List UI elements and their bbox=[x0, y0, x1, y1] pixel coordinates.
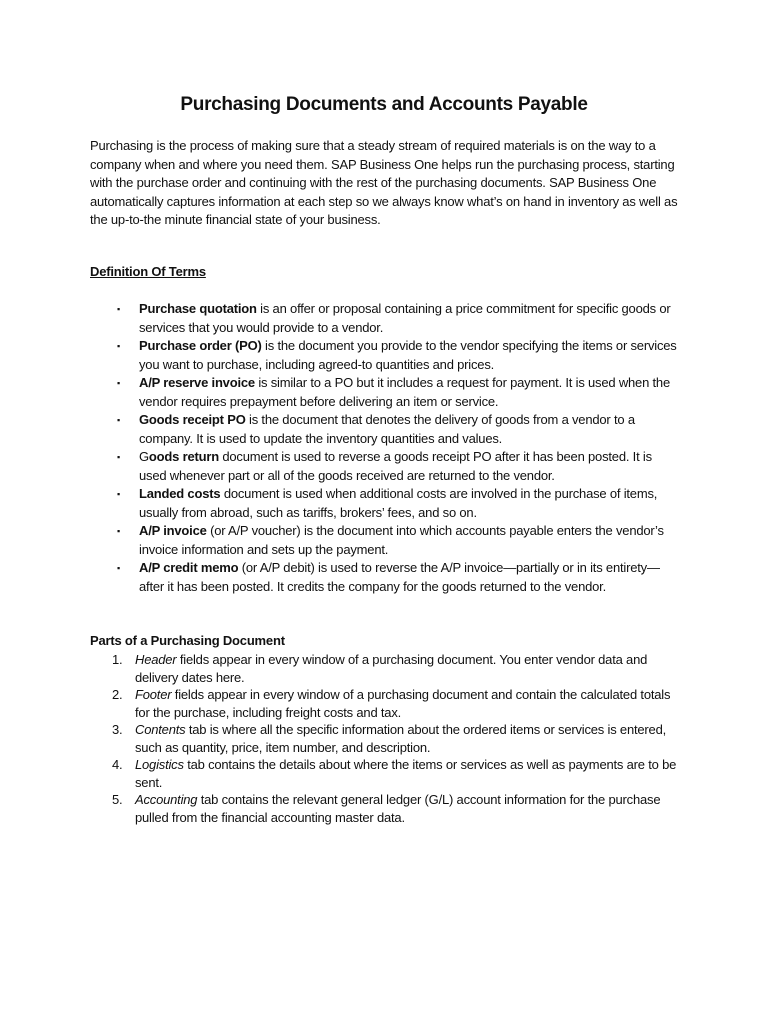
square-bullet-icon: ▪ bbox=[117, 415, 120, 425]
square-bullet-icon: ▪ bbox=[117, 304, 120, 314]
square-bullet-icon: ▪ bbox=[117, 489, 120, 499]
term-name: Purchase order (PO) bbox=[139, 338, 262, 353]
term-description: is the document that denotes the delivery of goods from a vendor to a company. It is used to update the inventory quantities and values. bbox=[139, 412, 635, 446]
square-bullet-icon: ▪ bbox=[117, 563, 120, 573]
list-item bbox=[90, 522, 680, 559]
term-description: is the document you provide to the vendor specifying the items or services you want to purchase, including agreed-to quantities and prices. bbox=[139, 338, 677, 372]
term-name: A/P invoice bbox=[139, 523, 207, 538]
item-number: 5. bbox=[112, 792, 123, 807]
term-name: A/P reserve invoice bbox=[139, 375, 255, 390]
item-number: 1. bbox=[112, 652, 123, 667]
part-description: fields appear in every window of a purchasing document. You enter vendor data and delivery dates here. bbox=[135, 652, 648, 685]
term-description: document is used to reverse a goods receipt PO after it has been posted. It is used whenever part or all of the goods received are returned to the vendor. bbox=[139, 449, 652, 483]
part-name: Contents bbox=[135, 722, 186, 737]
part-name: Header bbox=[135, 652, 177, 667]
list-item bbox=[90, 411, 680, 448]
term-description: (or A/P voucher) is the document into which accounts payable enters the vendor’s invoice information and sets up the payment. bbox=[139, 523, 664, 557]
term-name: A/P credit memo bbox=[139, 560, 239, 575]
part-name: Accounting bbox=[135, 792, 198, 807]
list-item bbox=[90, 721, 680, 756]
square-bullet-icon: ▪ bbox=[117, 526, 120, 536]
part-description: tab is where all the specific information about the ordered items or services is entered, such as quantity, price, item number, and description. bbox=[135, 722, 667, 755]
term-description: (or A/P debit) is used to reverse the A/P invoice—partially or in its entirety—after it has been posted. It credits the company for the goods returned to the vendor. bbox=[139, 560, 660, 594]
intro-paragraph: Purchasing is the process of making sure that a steady stream of required materials is on the way to a company when and where you need them. SAP Business One helps run the purchasing process, starting with the purchase order and continuing with the rest of the purchasing documents. SAP Business One automatically captures information at each step so we always know what’s on hand in inventory as well as the up-to-the minute financial state of your business. bbox=[90, 138, 678, 227]
part-name: Footer bbox=[135, 687, 172, 702]
part-description: tab contains the relevant general ledger (G/L) account information for the purchase pulled from the financial accounting master data. bbox=[135, 792, 661, 825]
list-item bbox=[90, 651, 680, 686]
term-description: document is used when additional costs are involved in the purchase of items, usually from abroad, such as tariffs, brokers’ fees, and so on. bbox=[139, 486, 658, 520]
part-name: Logistics bbox=[135, 757, 184, 772]
part-description: fields appear in every window of a purchasing document and contain the calculated totals for the purchase, including freight costs and tax. bbox=[135, 687, 671, 720]
term-description: is an offer or proposal containing a price commitment for specific goods or services that you would provide to a vendor. bbox=[139, 301, 671, 335]
page-title: Purchasing Documents and Accounts Payable bbox=[180, 94, 588, 115]
parts-list bbox=[90, 651, 680, 826]
term-name: oods return bbox=[148, 449, 219, 464]
list-item bbox=[90, 300, 680, 337]
definitions-heading: Definition Of Terms bbox=[90, 264, 206, 279]
definitions-list bbox=[90, 300, 680, 596]
list-item bbox=[90, 559, 680, 596]
square-bullet-icon: ▪ bbox=[117, 452, 120, 462]
parts-heading: Parts of a Purchasing Document bbox=[90, 633, 285, 648]
list-item bbox=[90, 485, 680, 522]
term-description: is similar to a PO but it includes a request for payment. It is used when the vendor requires prepayment before delivering an item or service. bbox=[139, 375, 670, 409]
list-item bbox=[90, 337, 680, 374]
list-item bbox=[90, 686, 680, 721]
list-item bbox=[90, 448, 680, 485]
square-bullet-icon: ▪ bbox=[117, 341, 120, 351]
list-item bbox=[90, 791, 680, 826]
item-number: 4. bbox=[112, 757, 123, 772]
list-item bbox=[90, 374, 680, 411]
term-name: Purchase quotation bbox=[139, 301, 257, 316]
term-prefix: G bbox=[139, 449, 149, 464]
item-number: 3. bbox=[112, 722, 123, 737]
item-number: 2. bbox=[112, 687, 123, 702]
part-description: tab contains the details about where the items or services as well as payments are to be sent. bbox=[135, 757, 677, 790]
term-name: Goods receipt PO bbox=[139, 412, 246, 427]
square-bullet-icon: ▪ bbox=[117, 378, 120, 388]
term-name: Landed costs bbox=[139, 486, 221, 501]
list-item bbox=[90, 756, 680, 791]
